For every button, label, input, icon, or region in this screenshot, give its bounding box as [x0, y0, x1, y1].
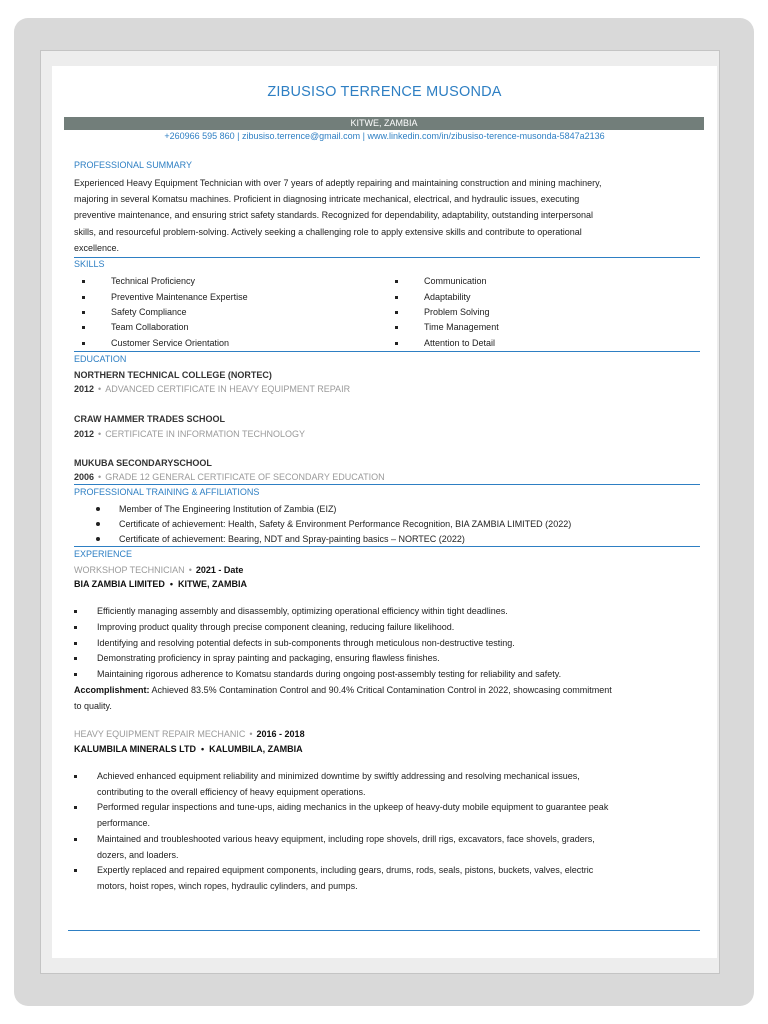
square-bullet-icon	[395, 296, 398, 299]
square-bullet-icon	[74, 626, 77, 629]
job-title-line: WORKSHOP TECHNICIAN • 2021 - Date	[74, 565, 244, 575]
square-bullet-icon	[395, 326, 398, 329]
section-divider	[74, 351, 700, 352]
summary-text	[74, 175, 694, 256]
job-bullet: Maintained and troubleshooted various heavy equipment, including rope shovels, drill rigs, excavators, face shovels, graders, dozers, and loaders.	[74, 832, 696, 864]
square-bullet-icon	[82, 311, 85, 314]
square-bullet-icon	[74, 775, 77, 778]
square-bullet-icon	[395, 342, 398, 345]
education-detail: 2012 • ADVANCED CERTIFICATE IN HEAVY EQUIPMENT REPAIR	[74, 384, 351, 394]
job-bullet: Performed regular inspections and tune-ups, aiding mechanics in the upkeep of heavy-duty mobile equipment to guarantee peak performance.	[74, 800, 696, 832]
candidate-name: ZIBUSISO TERRENCE MUSONDA	[267, 84, 502, 100]
square-bullet-icon	[82, 296, 85, 299]
job-bullet: Improving product quality through precise component cleaning, reducing failure likelihood.	[74, 620, 696, 636]
square-bullet-icon	[74, 838, 77, 841]
round-bullet-icon	[96, 507, 100, 511]
skills-heading: SKILLS	[74, 259, 105, 269]
school-name: CRAW HAMMER TRADES SCHOOL	[74, 414, 225, 424]
square-bullet-icon	[395, 280, 398, 283]
section-divider	[74, 546, 700, 547]
experience-heading: EXPERIENCE	[74, 549, 133, 559]
summary-line: Experienced Heavy Equipment Technician with over 7 years of adeptly repairing and maintaining construction and mining machinery,	[74, 178, 602, 188]
job-bullet: Achieved enhanced equipment reliability and minimized downtime by swiftly addressing and resolving mechanical issues, contributing to the overall efficiency of heavy equipment operations.	[74, 769, 696, 801]
section-divider	[74, 257, 700, 258]
job-bullet: Efficiently managing assembly and disassembly, optimizing operational efficiency within tight deadlines.	[74, 604, 696, 620]
square-bullet-icon	[82, 280, 85, 283]
square-bullet-icon	[74, 610, 77, 613]
job-bullet: Expertly replaced and repaired equipment components, including gears, drums, rods, seals, pistons, buckets, valves, electric motors, hoist ropes, winch ropes, hydraulic cylinders, and pumps.	[74, 863, 696, 895]
school-name: MUKUBA SECONDARYSCHOOL	[74, 458, 212, 468]
job-bullet: Demonstrating proficiency in spray painting and packaging, ensuring flawless finishes.	[74, 651, 696, 667]
job-title-line: HEAVY EQUIPMENT REPAIR MECHANIC • 2016 - 2018	[74, 729, 305, 739]
round-bullet-icon	[96, 537, 100, 541]
job-bullet: Maintaining rigorous adherence to Komatsu standards during ongoing post-assembly testing for reliability and safety.	[74, 667, 696, 683]
summary-line: majoring in several Komatsu machines. Proficient in diagnosing intricate mechanical, electrical, and hydraulic issues, executing	[74, 194, 580, 205]
summary-heading: PROFESSIONAL SUMMARY	[74, 160, 193, 170]
footer-divider	[68, 930, 700, 931]
square-bullet-icon	[74, 657, 77, 660]
location-bar: KITWE, ZAMBIA	[64, 117, 704, 130]
education-heading: EDUCATION	[74, 354, 127, 364]
summary-line: skills, and resourceful problem-solving. Actively seeking a challenging role to apply extensive skills and contribute to operational	[74, 226, 582, 237]
square-bullet-icon	[82, 326, 85, 329]
company-line: KALUMBILA MINERALS LTD • KALUMBILA, ZAMBIA	[74, 744, 303, 754]
resume-page: ZIBUSISO TERRENCE MUSONDA KITWE, ZAMBIA +260966 595 860 | zibusiso.terrence@gmail.com | www.linkedin.com/in/zibusiso-terence-musonda-5847a2136 PROFESSIONAL SUMMARY Experienced Heavy Equipment Technician with over 7 years of adeptly repairing and maintaining construction and mining machinery, majoring in several Komatsu machines. Proficient in diagnosing intricate mechanical, electrical, and hydraulic issues, executing preventive maintenance, and ensuring strict safety standards. Recognized for dependability, adaptability, outstanding interpersonal skills, and resourceful problem-solving. Actively seeking a challenging role to apply extensive skills and contribute to operational excellence. SKILLS Technical Proficiency Preventive Maintenance Expertise Safety Compliance Team Collaboration Customer Service Orientation Communication Adaptability Problem Solving Time Management Attention to Detail EDUCATION NORTHERN TECHNICAL COLLEGE (NORTEC) 2012 • ADVANCED CERTIFICATE IN HEAVY EQUIPMENT REPAIR CRAW HAMMER TRADES SCHOOL 2012 • CERTIFICATE IN INFORMATION TECHNOLOGY MUKUBA SECONDARYSCHOOL 2006 • GRADE 12 GENERAL CERTIFICATE OF SECONDARY EDUCATION PROFESSIONAL TRAINING & AFFILIATIONS Member of The Engineering Institution of Zambia (EIZ) Certificate of achievement: Health, Safety & Environment Performance Recognition, BIA ZAMBIA LIMITED (2022) Certificate of achievement: Bearing, NDT and Spray-painting basics – NORTEC (2022) EXPERIENCE WORKSHOP TECHNICIAN • 2021 - Date BIA ZAMBIA LIMITED • KITWE, ZAMBIA Efficiently managing assembly and disassembly, optimizing operational efficiency within tight deadlines. Improving product quality through precise component cleaning, reducing failure likelihood. Identifying and resolving potential defects in sub-components through meticulous non-destructive testing. Demonstrating proficiency in spray painting and packaging, ensuring flawless finishes. Maintaining rigorous adherence to Komatsu standards during ongoing post-assembly testing for reliability and safety. Accomplishment: Achieved 83.5% Contamination Control and 90.4% Critical Contamination Control in 2022, showcasing commitment to quality. HEAVY EQUIPMENT REPAIR MECHANIC • 2016 - 2018 KALUMBILA MINERALS LTD • KALUMBILA, ZAMBIA Achieved enhanced equipment reliability and minimized downtime by swiftly addressing and resolving mechanical issues, contributing to the overall efficiency of heavy equipment operations. Performed regular inspections and tune-ups, aiding mechanics in the upkeep of heavy-duty mobile equipment to guarantee peak performance. Maintained and troubleshooted various heavy equipment, including rope shovels, drill rigs, excavators, face shovels, graders, dozers, and loaders. Expertly replaced and repaired equipment components, including gears, drums, rods, seals, pistons, buckets, valves, electric motors, hoist ropes, winch ropes, hydraulic cylinders, and pumps.	[52, 66, 717, 958]
round-bullet-icon	[96, 522, 100, 526]
company-line: BIA ZAMBIA LIMITED • KITWE, ZAMBIA	[74, 579, 247, 589]
square-bullet-icon	[395, 311, 398, 314]
education-detail: 2012 • CERTIFICATE IN INFORMATION TECHNOLOGY	[74, 429, 306, 439]
summary-line: excellence.	[74, 242, 120, 253]
section-divider	[74, 484, 700, 485]
square-bullet-icon	[74, 642, 77, 645]
square-bullet-icon	[82, 342, 85, 345]
square-bullet-icon	[74, 806, 77, 809]
contact-line: +260966 595 860 | zibusiso.terrence@gmail.com | www.linkedin.com/in/zibusiso-terence-musonda-5847a2136	[164, 131, 605, 141]
square-bullet-icon	[74, 869, 77, 872]
accomplishment: Accomplishment: Achieved 83.5% Contamination Control and 90.4% Critical Contamination Control in 2022, showcasing commitment to quality.	[74, 685, 612, 711]
education-detail: 2006 • GRADE 12 GENERAL CERTIFICATE OF SECONDARY EDUCATION	[74, 472, 385, 482]
training-heading: PROFESSIONAL TRAINING & AFFILIATIONS	[74, 487, 260, 497]
job-bullet: Identifying and resolving potential defects in sub-components through meticulous non-destructive testing.	[74, 636, 696, 652]
summary-line: preventive maintenance, and ensuring strict safety standards. Recognized for dependability, adaptability, outstanding interpersonal	[74, 210, 593, 221]
school-name: NORTHERN TECHNICAL COLLEGE (NORTEC)	[74, 370, 272, 380]
square-bullet-icon	[74, 673, 77, 676]
